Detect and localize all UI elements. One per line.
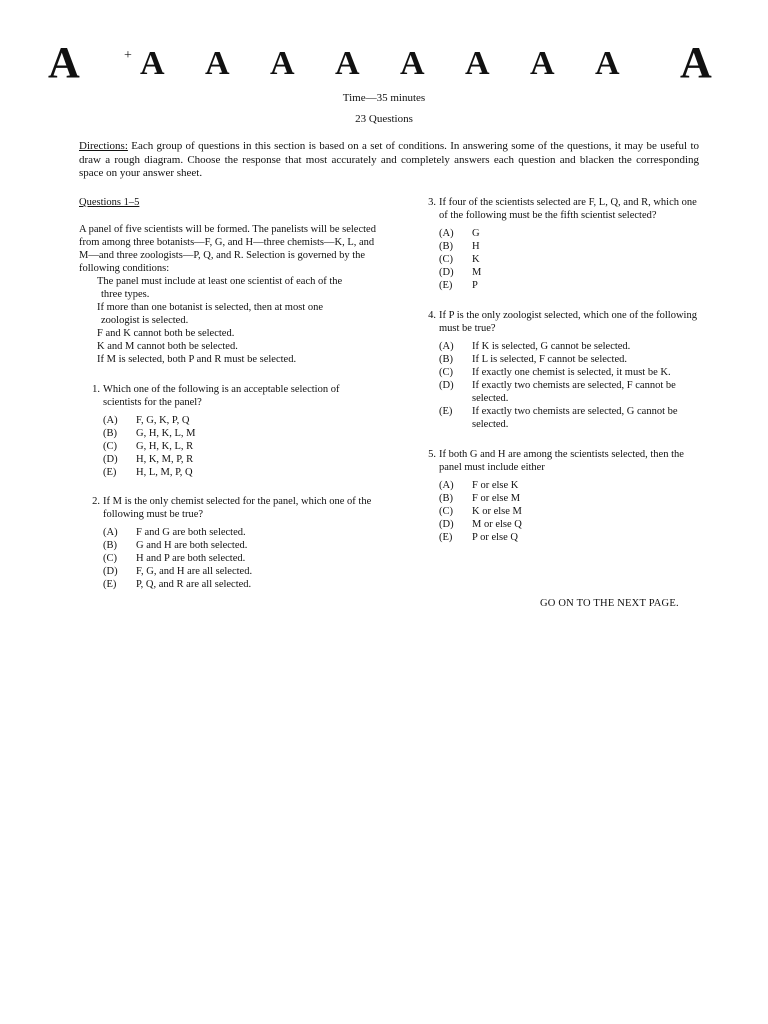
directions — [79, 140, 699, 181]
choice-label: (A) — [439, 480, 454, 491]
question-3 — [415, 196, 705, 292]
choice-text: K — [472, 254, 480, 265]
choice-text: If K is selected, G cannot be selected. — [472, 341, 631, 352]
question-group-label: Questions 1–5 — [79, 197, 140, 208]
choice-text: F, G, and H are all selected. — [136, 566, 253, 577]
section-plus-mark: + — [124, 48, 132, 63]
choice-label: (B) — [439, 241, 453, 252]
condition: F and K cannot both be selected. — [97, 328, 235, 339]
choice-label: (A) — [103, 527, 118, 538]
section-letter: A — [205, 45, 230, 82]
directions-label: Directions: — [79, 140, 128, 152]
answer-choice[interactable] — [103, 453, 379, 466]
question-2 — [79, 495, 379, 591]
question-number: 5. — [428, 449, 436, 460]
answer-choice[interactable] — [439, 531, 705, 544]
section-letter: A — [680, 38, 712, 87]
answer-choice[interactable] — [103, 539, 379, 552]
condition-continued: three types. — [101, 289, 150, 300]
question-number: 4. — [428, 310, 436, 321]
choice-text: G and H are both selected. — [136, 540, 248, 551]
choice-text: H, L, M, P, Q — [136, 467, 193, 478]
choice-label: (E) — [439, 406, 453, 417]
choice-label: (C) — [439, 254, 453, 265]
choice-label: (A) — [439, 228, 454, 239]
choice-label: (E) — [439, 280, 453, 291]
answer-choice[interactable] — [439, 227, 705, 240]
time-limit: Time—35 minutes — [342, 92, 426, 104]
choice-text: G, H, K, L, M — [136, 428, 196, 439]
question-4 — [415, 309, 705, 431]
choice-text: If L is selected, F cannot be selected. — [472, 354, 628, 365]
section-letter: A — [270, 45, 295, 82]
answer-choice[interactable] — [439, 479, 705, 492]
condition: The panel must include at least one scientist of each of the — [97, 276, 343, 287]
setup-passage — [79, 223, 379, 366]
choice-label: (B) — [103, 428, 117, 439]
choice-label: (C) — [439, 367, 453, 378]
choice-label: (D) — [103, 454, 118, 465]
answer-choices — [439, 227, 705, 292]
answer-choice[interactable] — [103, 552, 379, 565]
answer-choice[interactable] — [103, 427, 379, 440]
choice-label: (B) — [439, 354, 453, 365]
answer-choice[interactable] — [439, 492, 705, 505]
answer-choice[interactable] — [103, 440, 379, 453]
answer-choice[interactable] — [439, 405, 705, 431]
choice-text: M or else Q — [472, 519, 522, 530]
choice-text: H, K, M, P, R — [136, 454, 194, 465]
answer-choice[interactable] — [103, 414, 379, 427]
section-header — [48, 40, 720, 90]
choice-label: (E) — [103, 579, 117, 590]
answer-choice[interactable] — [439, 505, 705, 518]
directions-text: Each group of questions in this section is based on a set of conditions. In answering some of the questions, it may be useful to draw a rough diagram. Choose the response that most accurately and completely answers each question and blacken the corresponding space on your answer sheet. — [79, 140, 699, 179]
choice-text: F, G, K, P, Q — [136, 415, 190, 426]
choice-label: (D) — [439, 519, 454, 530]
question-1 — [79, 383, 379, 479]
choice-label: (E) — [103, 467, 117, 478]
choice-text: P — [472, 280, 478, 291]
choice-label: (E) — [439, 532, 453, 543]
section-letter: A — [530, 45, 555, 82]
choice-text: F or else M — [472, 493, 521, 504]
choice-label: (C) — [103, 441, 117, 452]
choice-text: F or else K — [472, 480, 519, 491]
choice-label: (A) — [439, 341, 454, 352]
choice-text: If exactly one chemist is selected, it must be K. — [472, 367, 671, 378]
answer-choices — [103, 526, 379, 591]
choice-text: K or else M — [472, 506, 522, 517]
choice-label: (C) — [103, 553, 117, 564]
answer-choice[interactable] — [439, 366, 705, 379]
question-count: 23 Questions — [355, 113, 413, 125]
choice-text: H and P are both selected. — [136, 553, 246, 564]
question-number: 1. — [92, 384, 100, 395]
answer-choice[interactable] — [439, 379, 705, 405]
choice-text: G — [472, 228, 480, 239]
section-letter: A — [465, 45, 490, 82]
right-column — [415, 196, 705, 544]
section-letter: A — [48, 38, 80, 87]
answer-choices — [439, 479, 705, 544]
question-stem: If four of the scientists selected are F, L, Q, and R, which one of the following must be the fifth scientist selected? — [439, 197, 697, 221]
answer-choice[interactable] — [439, 353, 705, 366]
answer-choice[interactable] — [439, 266, 705, 279]
answer-choice[interactable] — [439, 518, 705, 531]
answer-choice[interactable] — [103, 466, 379, 479]
choice-text: P, Q, and R are all selected. — [136, 579, 252, 590]
question-number: 3. — [428, 197, 436, 208]
question-stem: Which one of the following is an acceptable selection of scientists for the panel? — [103, 384, 340, 408]
section-letter: A — [595, 45, 620, 82]
condition: If more than one botanist is selected, then at most one — [97, 302, 323, 313]
answer-choices — [103, 414, 379, 479]
choice-label: (D) — [439, 267, 454, 278]
choice-text: P or else Q — [472, 532, 518, 543]
answer-choice[interactable] — [103, 526, 379, 539]
choice-text: If exactly two chemists are selected, F cannot be selected. — [472, 380, 676, 404]
question-stem: If M is the only chemist selected for the panel, which one of the following must be true? — [103, 496, 372, 520]
choice-text: H — [472, 241, 480, 252]
answer-choice[interactable] — [103, 578, 379, 591]
setup-intro: A panel of five scientists will be formed. The panelists will be selected from among three botanists—F, G, and H—three chemists—K, L, and M—and three zoologists—P, Q, and R. Selection is governed by the following conditions: — [79, 224, 376, 274]
question-stem: If both G and H are among the scientists selected, then the panel must include either — [439, 449, 684, 473]
answer-choice[interactable] — [103, 565, 379, 578]
answer-choice[interactable] — [439, 240, 705, 253]
question-stem: If P is the only zoologist selected, which one of the following must be true? — [439, 310, 697, 334]
next-page-notice: GO ON TO THE NEXT PAGE. — [540, 598, 679, 609]
answer-choice[interactable] — [439, 340, 705, 353]
condition: If M is selected, both P and R must be selected. — [97, 354, 297, 365]
question-5 — [415, 448, 705, 544]
section-letter: A — [335, 45, 360, 82]
choice-text: F and G are both selected. — [136, 527, 246, 538]
answer-choice[interactable] — [439, 279, 705, 292]
choice-text: If exactly two chemists are selected, G cannot be selected. — [472, 406, 678, 430]
choice-label: (B) — [439, 493, 453, 504]
answer-choices — [439, 340, 705, 431]
choice-label: (B) — [103, 540, 117, 551]
choice-label: (A) — [103, 415, 118, 426]
condition-continued: zoologist is selected. — [101, 315, 189, 326]
choice-text: G, H, K, L, R — [136, 441, 194, 452]
condition: K and M cannot both be selected. — [97, 341, 238, 352]
section-letter: A — [400, 45, 425, 82]
choice-label: (C) — [439, 506, 453, 517]
choice-label: (D) — [103, 566, 118, 577]
choice-label: (D) — [439, 380, 454, 391]
choice-text: M — [472, 267, 482, 278]
left-column — [79, 196, 379, 591]
section-letter: A — [140, 45, 165, 82]
question-number: 2. — [92, 496, 100, 507]
answer-choice[interactable] — [439, 253, 705, 266]
